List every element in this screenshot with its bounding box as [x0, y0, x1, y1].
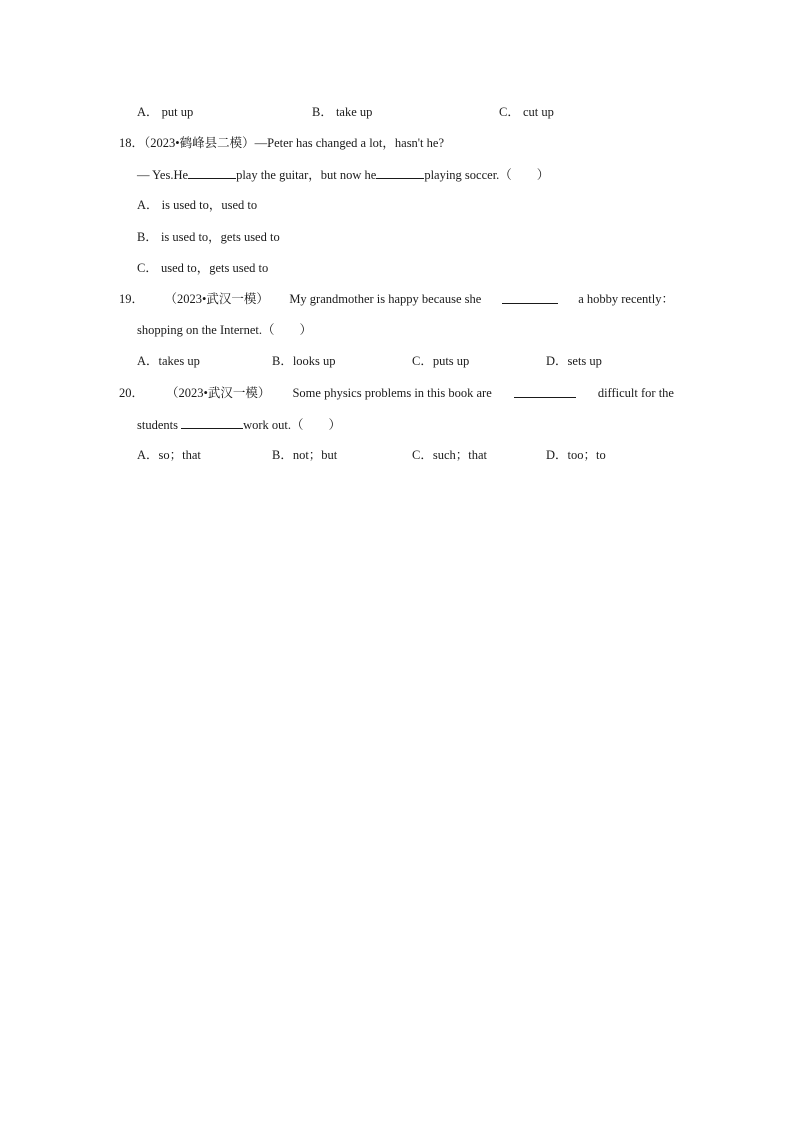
q20-line-2 — [137, 416, 341, 433]
q20-stem-b: difficult for the — [597, 386, 674, 400]
q19-blank[interactable] — [502, 291, 558, 304]
q18-stem-line — [119, 135, 444, 151]
q20-option-b[interactable]: B．not；but — [272, 448, 338, 462]
q19-option-a[interactable]: A．takes up — [137, 354, 200, 368]
q20-blank-2[interactable] — [181, 416, 243, 429]
q18-blank-2[interactable] — [376, 166, 424, 179]
q17-option-a[interactable]: A． put up — [137, 105, 194, 119]
q18-option-a[interactable]: A． is used to，used to — [137, 198, 258, 212]
q19-line-2: shopping on the Internet.（ ） — [137, 323, 312, 337]
q19-option-d[interactable]: D．sets up — [546, 354, 602, 368]
q19-stem-b: a hobby recently： — [578, 292, 674, 306]
q18-stem: —Peter has changed a lot，hasn't he? — [254, 136, 444, 150]
q20-blank-1[interactable] — [514, 385, 576, 398]
q20-option-a[interactable]: A．so；that — [137, 448, 201, 462]
q19-number: 19． — [119, 292, 145, 306]
q19-option-c[interactable]: C．puts up — [412, 354, 470, 368]
q20-text-b: work out.（ ） — [243, 418, 342, 432]
q17-option-c[interactable]: C． cut up — [499, 105, 554, 119]
q19-source: （2023•武汉一模） — [164, 292, 269, 306]
q20-stem-a: Some physics problems in this book are — [292, 386, 492, 400]
q17-option-b[interactable]: B． take up — [312, 105, 373, 119]
q20-text-a: students — [137, 418, 178, 432]
q18-number: 18． — [119, 136, 145, 150]
q18-text-a: — Yes.He — [137, 168, 189, 182]
q20-option-d[interactable]: D．too；to — [546, 448, 606, 462]
q18-source: （2023•鹤峰县二模） — [144, 136, 255, 150]
q18-option-c[interactable]: C． used to，gets used to — [137, 261, 269, 275]
q19-stem-a: My grandmother is happy because she — [289, 292, 482, 306]
q19-stem-line — [119, 291, 674, 307]
q20-source: （2023•武汉一模） — [166, 386, 271, 400]
q18-answer-line — [137, 166, 549, 183]
q20-number: 20． — [119, 386, 145, 400]
q19-option-b[interactable]: B．looks up — [272, 354, 336, 368]
q20-option-c[interactable]: C．such；that — [412, 448, 487, 462]
q18-text-c: playing soccer.（ ） — [424, 168, 550, 182]
q18-text-b: play the guitar，but now he — [236, 168, 377, 182]
q20-stem-line — [119, 385, 674, 401]
q18-blank-1[interactable] — [188, 166, 236, 179]
q18-option-b[interactable]: B． is used to，gets used to — [137, 230, 280, 244]
